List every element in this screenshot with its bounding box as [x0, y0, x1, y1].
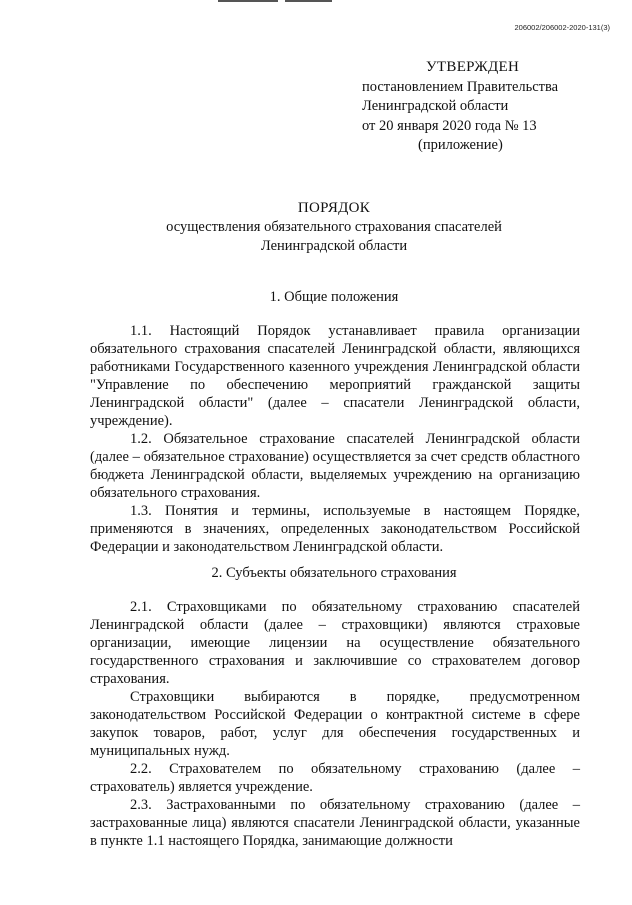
section-heading: 2. Субъекты обязательного страхования: [211, 565, 457, 581]
document-title: [80, 199, 588, 256]
title-main: ПОРЯДОК: [297, 200, 371, 216]
paragraph: 2.1. Страховщиками по обязательному страхованию спасателей Ленинградской области (далее – страховщики) являются страховые организации, имеющие лицензии на осуществление обязательного государственного страхования и заключившие со страхователем договор страхования.: [90, 599, 580, 687]
approval-line: Ленинградской области: [362, 98, 509, 114]
document-id: 206002/206002-2020-131(3): [514, 23, 610, 32]
title-subtitle: осуществления обязательного страхования спасателей: [166, 219, 502, 235]
paragraph: 2.2. Страхователем по обязательному страхованию (далее – страхователь) является учреждение.: [90, 761, 580, 795]
paragraph: 1.1. Настоящий Порядок устанавливает правила организации обязательного страхования спасателей Ленинградской области, являющихся работниками Государственного казенного учреждения Ленинградской области "Управление по обеспечению мероприятий гражданской защиты Ленинградской области" (далее – спасатели Ленинградской области, учреждение).: [90, 323, 580, 429]
scan-edge-mark: [285, 0, 332, 2]
paragraph: Страховщики выбираются в порядке, предусмотренном законодательством Российской Федерации о контрактной системе в сфере закупок товаров, работ, услуг для обеспечения государственных и муниципальных нужд.: [90, 689, 580, 759]
section-body: [90, 598, 580, 850]
scan-edge-mark: [218, 0, 278, 2]
paragraph: 2.3. Застрахованными по обязательному страхованию (далее – застрахованные лица) являются спасатели Ленинградской области, указанные в пункте 1.1 настоящего Порядка, занимающие должности: [90, 797, 580, 849]
approval-date: от 20 января 2020 года № 13: [362, 117, 537, 134]
section-heading: 1. Общие положения: [269, 289, 399, 305]
section-body: [90, 322, 580, 556]
approval-note: (приложение): [418, 137, 503, 153]
approval-line: постановлением Правительства: [362, 78, 559, 95]
approval-stamp: [362, 58, 602, 156]
approval-title: УТВЕРЖДЕН: [426, 59, 520, 75]
title-subtitle: Ленинградской области: [260, 238, 408, 254]
paragraph: 1.2. Обязательное страхование спасателей Ленинградской области (далее – обязательное страхование) осуществляется за счет средств областного бюджета Ленинградской области, выделяемых учреждению на организацию обязательного страхования.: [90, 431, 580, 501]
paragraph: 1.3. Понятия и термины, используемые в настоящем Порядке, применяются в значениях, определенных законодательством Российской Федерации и законодательством Ленинградской области.: [90, 503, 580, 555]
